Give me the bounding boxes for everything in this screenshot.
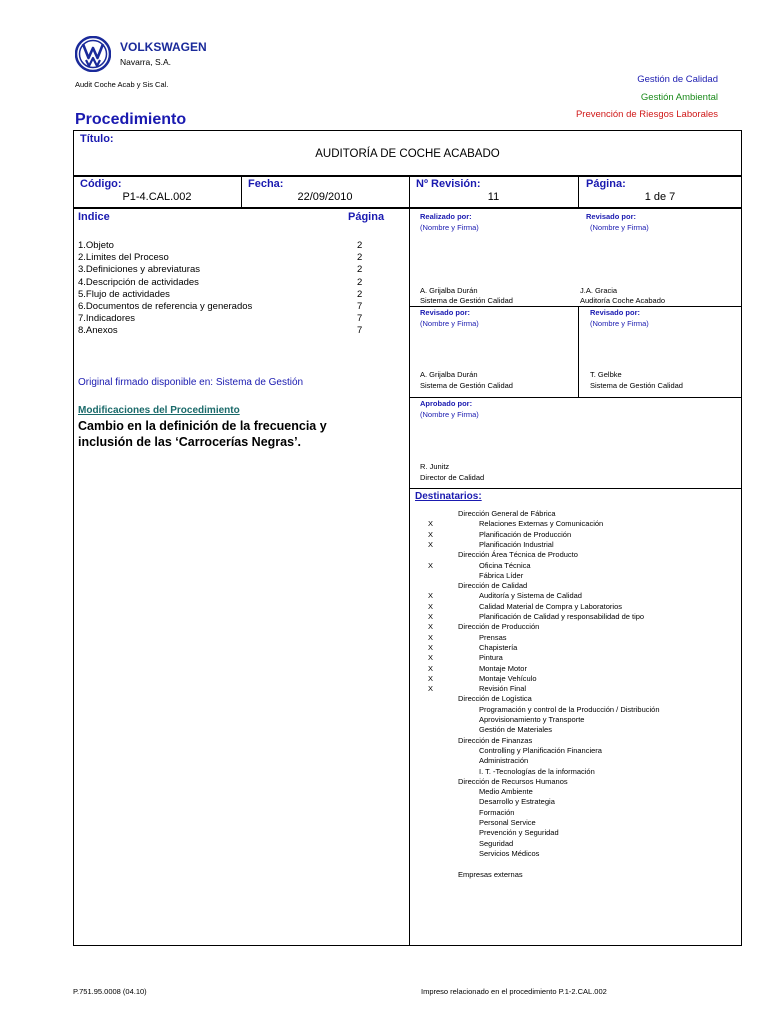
revision-label: Nº Revisión: [416, 178, 481, 190]
destinatario-mark: X [428, 612, 434, 621]
scope-line-environment: Gestión Ambiental [640, 92, 718, 103]
destinatario-label: Servicios Médicos [479, 848, 540, 858]
destinatario-row [428, 519, 738, 529]
destinatario-label: Dirección de Producción [458, 622, 540, 632]
index-item-label: 3.Definiciones y abreviaturas [78, 264, 200, 276]
aprobado-label: Aprobado por: [420, 399, 473, 408]
destinatario-row [428, 550, 738, 560]
destinatario-label: Montaje Motor [479, 663, 527, 673]
destinatario-mark: X [428, 653, 434, 663]
destinatario-label: Fábrica Líder [479, 570, 524, 580]
destinatario-row [428, 530, 738, 540]
destinatario-label: Planificación Industrial [479, 539, 554, 549]
destinatario-row [428, 561, 738, 571]
destinatario-row [428, 540, 738, 550]
aprobado-nombre-firma: (Nombre y Firma) [420, 410, 479, 419]
index-item-page: 7 [357, 301, 363, 312]
date-value: 22/09/2010 [297, 191, 353, 203]
destinatario-label: Planificación de Producción [479, 529, 572, 539]
index-item-page: 7 [357, 313, 363, 325]
destinatario-mark: X [428, 591, 434, 601]
realizado-label: Realizado por: [420, 212, 472, 221]
destinatario-row [428, 828, 738, 838]
index-item-label: 8.Anexos [78, 325, 118, 337]
destinatarios-heading: Destinatarios: [415, 491, 482, 502]
destinatario-label: Medio Ambiente [479, 787, 533, 797]
revisado3-role: Sistema de Gestión Calidad [590, 381, 683, 390]
vw-logo [75, 36, 111, 72]
revisado2-nombre-firma: (Nombre y Firma) [420, 319, 479, 328]
destinatario-label: Controlling y Planificación Financiera [479, 745, 602, 755]
destinatario-row [428, 746, 738, 756]
destinatario-label: Dirección Área Técnica de Producto [458, 550, 578, 560]
destinatario-label: Prensas [479, 632, 507, 642]
index-item-page: 2 [357, 276, 363, 288]
destinatario-row [428, 571, 738, 581]
destinatario-mark: X [428, 684, 434, 694]
brand-subtitle: Navarra, S.A. [120, 57, 172, 67]
index-item-label: 6.Documentos de referencia y generados [78, 301, 253, 312]
date-label: Fecha: [248, 178, 284, 190]
aprobado-name: R. Junitz [420, 462, 450, 471]
destinatario-row [428, 756, 738, 766]
title-label: Título: [80, 133, 114, 145]
revisado1-name: J.A. Gracia [580, 286, 618, 295]
destinatario-label: Dirección General de Fábrica [458, 509, 556, 518]
destinatario-label: Desarrollo y Estrategia [479, 797, 555, 807]
index-item [78, 301, 368, 312]
revisado1-label: Revisado por: [586, 212, 637, 221]
index-item-label: 2.Limites del Proceso [78, 252, 169, 264]
destinatario-label: Empresas externas [458, 869, 523, 879]
index-item-page: 2 [357, 240, 363, 251]
modifications-link[interactable]: Modificaciones del Procedimiento [78, 405, 240, 416]
destinatario-row [428, 859, 738, 869]
realizado-role: Sistema de Gestión Calidad [420, 296, 513, 305]
footer-related-note: Impreso relacionado en el procedimiento P.1-2.CAL.002 [421, 987, 607, 996]
destinatario-row [428, 787, 738, 797]
destinatario-label: Relaciones Externas y Comunicación [479, 519, 604, 529]
page-value: 1 de 7 [644, 191, 676, 203]
revisado3-name: T. Gelbke [590, 370, 622, 379]
index-item-label: 7.Indicadores [78, 313, 136, 325]
destinatario-mark: X [428, 601, 434, 611]
index-item-label: 5.Flujo de actividades [78, 288, 170, 300]
index-item [78, 325, 368, 336]
index-item [78, 289, 368, 300]
index-item [78, 252, 368, 263]
destinatario-label: Revisión Final [479, 684, 527, 694]
destinatario-label: Seguridad [479, 838, 514, 848]
destinatario-row [428, 674, 738, 684]
destinatario-label: Gestión de Materiales [479, 725, 552, 735]
index-item [78, 240, 368, 251]
destinatario-label: Auditoría y Sistema de Calidad [479, 591, 582, 601]
destinatario-mark: X [428, 632, 434, 642]
destinatario-row [428, 591, 738, 601]
revisado2-role: Sistema de Gestión Calidad [420, 381, 513, 390]
destinatario-row [428, 767, 738, 777]
destinatario-row [428, 849, 738, 859]
scope-line-quality: Gestión de Calidad [637, 74, 718, 85]
scope-line-prevention: Prevención de Riesgos Laborales [575, 109, 718, 120]
destinatario-row [428, 643, 738, 653]
destinatario-row [428, 684, 738, 694]
index-item-page: 2 [357, 288, 363, 300]
footer-form-code: P.751.95.0008 (04.10) [73, 987, 147, 996]
revision-value: 11 [487, 191, 500, 203]
destinatario-label: Dirección de Recursos Humanos [458, 776, 568, 786]
department-label: Audit Coche Acab y Sis Cal. [75, 80, 169, 89]
destinatario-label: Chapistería [479, 642, 518, 652]
original-signed-note: Original firmado disponible en: Sistema de Gestión [78, 377, 304, 388]
destinatario-mark: X [428, 622, 434, 632]
index-item [78, 277, 368, 288]
destinatario-label: Montaje Vehículo [479, 673, 537, 683]
index-heading: Indice [78, 211, 110, 223]
destinatario-row [428, 705, 738, 715]
destinatario-row [428, 818, 738, 828]
destinatario-row [428, 612, 738, 622]
destinatario-row [428, 797, 738, 807]
destinatario-mark: X [428, 560, 434, 570]
vw-logo-icon [75, 36, 111, 72]
destinatario-label: Dirección de Logística [458, 694, 532, 704]
index-item-page: 2 [357, 252, 363, 264]
destinatario-mark: X [428, 529, 434, 539]
destinatario-label: Aprovisionamiento y Transporte [479, 715, 585, 724]
destinatario-label: Planificación de Calidad y responsabilidad de tipo [479, 612, 645, 621]
destinatario-mark: X [428, 673, 434, 683]
modifications-text: Cambio en la definición de la frecuencia y inclusión de las ‘Carrocerías Negras’. [78, 419, 327, 449]
destinatario-label: Programación y control de la Producción / Distribución [479, 704, 660, 714]
destinatario-row [428, 715, 738, 725]
index-item [78, 264, 368, 275]
destinatario-label: Administración [479, 756, 529, 766]
brand-name: VOLKSWAGEN [120, 40, 207, 54]
destinatario-mark: X [428, 539, 434, 549]
destinatario-mark: X [428, 519, 434, 529]
destinatario-row [428, 694, 738, 704]
page-label: Página: [586, 178, 626, 190]
destinatario-row [428, 777, 738, 787]
index-item-label: 4.Descripción de actividades [78, 276, 199, 288]
revisado3-nombre-firma: (Nombre y Firma) [590, 319, 649, 328]
destinatario-row [428, 839, 738, 849]
index-item [78, 313, 368, 324]
destinatario-label: I. T. -Tecnologías de la información [479, 766, 595, 776]
revisado1-nombre-firma: (Nombre y Firma) [590, 223, 649, 232]
realizado-name: A. Grijalba Durán [420, 286, 478, 295]
destinatario-row [428, 870, 738, 880]
destinatario-mark: X [428, 642, 434, 652]
destinatario-row [428, 664, 738, 674]
index-page-heading: Página [348, 211, 385, 223]
realizado-nombre-firma: (Nombre y Firma) [420, 223, 479, 232]
destinatario-label: Prevención y Seguridad [479, 828, 559, 838]
code-value: P1-4.CAL.002 [122, 191, 192, 203]
revisado3-label: Revisado por: [590, 308, 641, 317]
destinatario-label: Dirección de Calidad [458, 581, 528, 591]
destinatario-row [428, 633, 738, 643]
destinatario-row [428, 602, 738, 612]
destinatario-row [428, 808, 738, 818]
destinatario-row [428, 653, 738, 663]
revisado2-label: Revisado por: [420, 308, 471, 317]
code-label: Código: [80, 178, 122, 190]
destinatario-label: Personal Service [479, 818, 536, 827]
destinatario-label: Calidad Material de Compra y Laboratorios [479, 601, 622, 611]
destinatario-row [428, 725, 738, 735]
document-type-title: Procedimiento [75, 111, 187, 128]
title-value: AUDITORÍA DE COCHE ACABADO [315, 148, 500, 160]
revisado1-role: Auditoría Coche Acabado [580, 296, 666, 305]
destinatario-row [428, 622, 738, 632]
index-item-page: 2 [357, 264, 363, 276]
destinatario-row [428, 736, 738, 746]
destinatario-label: Dirección de Finanzas [458, 735, 533, 745]
destinatario-row [428, 581, 738, 591]
aprobado-role: Director de Calidad [420, 473, 485, 482]
destinatario-label: Formación [479, 807, 515, 817]
destinatario-row [428, 509, 738, 519]
revisado2-name: A. Grijalba Durán [420, 370, 478, 379]
index-item-page: 7 [357, 325, 363, 337]
index-item-label: 1.Objeto [78, 240, 114, 251]
destinatario-label: Pintura [479, 653, 503, 663]
destinatario-label: Oficina Técnica [479, 560, 531, 570]
destinatario-mark: X [428, 663, 434, 673]
